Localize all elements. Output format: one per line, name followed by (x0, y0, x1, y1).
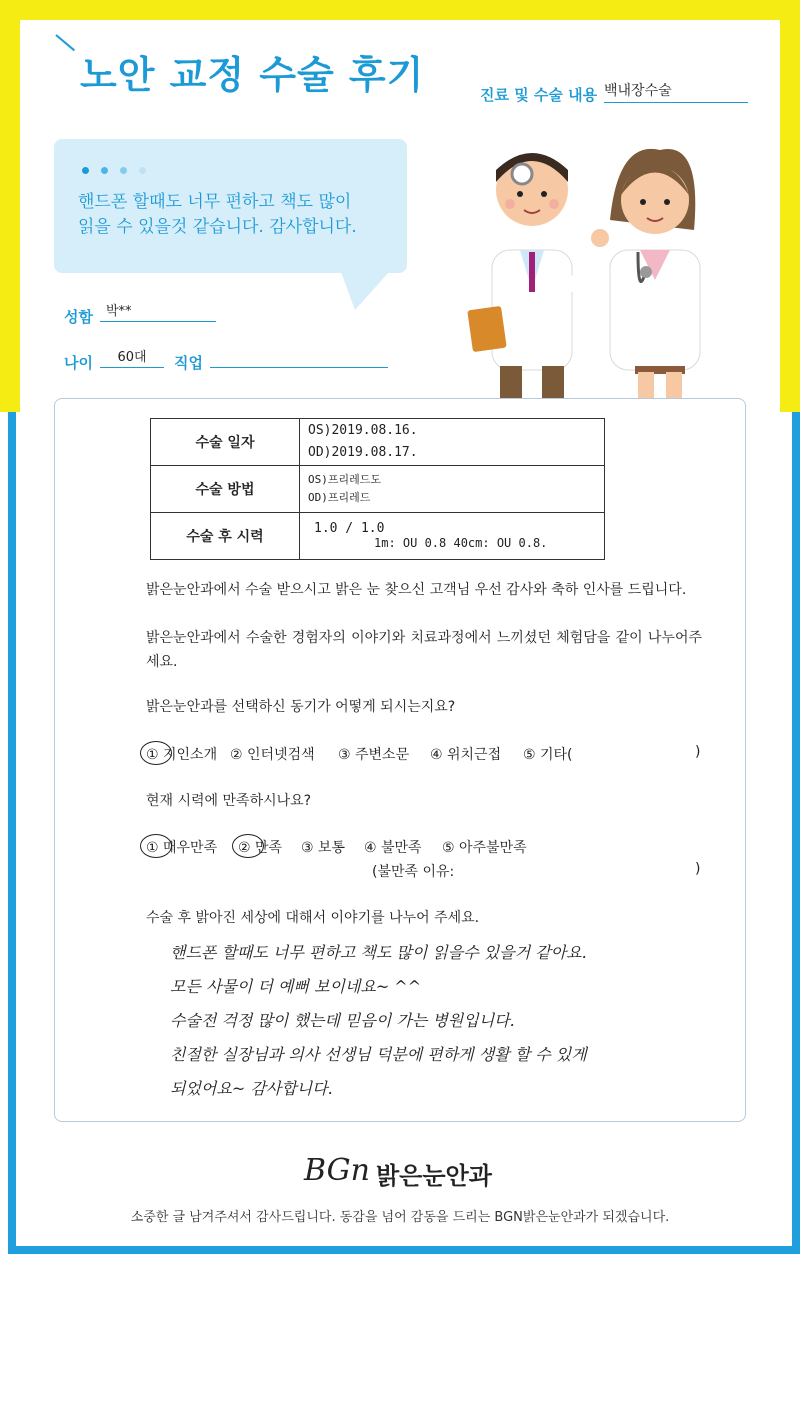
bubble-dot (139, 167, 146, 174)
bubble-line: 핸드폰 할때도 너무 편하고 책도 많이 (78, 192, 352, 212)
question-1: 밝은눈안과를 선택하신 동기가 어떻게 되시는지요? (146, 699, 456, 715)
q2-option: ④ 불만족 (364, 840, 422, 856)
handwritten-value: 1m: OU 0.8 40cm: OU 0.8. (374, 536, 548, 550)
handwritten-value: OD)프리레드 (308, 491, 371, 504)
treatment-label: 진료 및 수술 내용 (480, 86, 598, 104)
q2-option: ② 만족 (238, 840, 283, 856)
bubble-line: 읽을 수 있을것 같습니다. 감사합니다. (78, 217, 357, 237)
footer-message: 소중한 글 남겨주셔서 감사드립니다. 동감을 넘어 감동을 드리는 BGN밝은눈안과가 되겠습니다. (130, 1210, 670, 1225)
q1-option-close: ) (695, 744, 701, 760)
q2-option: ⑤ 아주불만족 (442, 840, 527, 856)
question-2: 현재 시력에 만족하시나요? (146, 793, 312, 809)
male-doctor-figure (467, 153, 609, 400)
review-line: 수술전 걱정 많이 했는데 믿음이 가는 병원입니다. (170, 1011, 515, 1030)
reason-close: ) (695, 861, 701, 877)
review-line: 모든 사물이 더 예뻐 보이네요~ ^^ (170, 977, 422, 996)
surgery-info-table (150, 418, 605, 560)
q1-option: ① 지인소개 (146, 747, 218, 763)
table-row-label: 수술 후 시력 (151, 513, 300, 560)
table-row-value (300, 466, 605, 513)
table-row (151, 513, 605, 560)
handwritten-value: OS)2019.08.16. (308, 423, 418, 438)
handwritten-value: OD)2019.08.17. (308, 445, 418, 460)
bubble-text (78, 190, 357, 240)
intro-paragraph-2: 밝은눈안과에서 수술한 경험자의 이야기와 치료과정에서 느끼셨던 체험담을 같이 나누어주세요. (146, 630, 702, 670)
q1-option: ③ 주변소문 (338, 747, 410, 763)
female-doctor-figure (610, 149, 700, 400)
table-row (151, 466, 605, 513)
name-label: 성함 (64, 308, 93, 326)
q1-option: ④ 위치근접 (430, 747, 502, 763)
handwritten-value: 1.0 / 1.0 (314, 521, 385, 536)
q1-option: ② 인터넷검색 (230, 747, 315, 763)
table-row (151, 419, 605, 466)
q1-option: ⑤ 기타( (523, 747, 573, 763)
handwritten-review (170, 936, 690, 1106)
bubble-dot (101, 167, 108, 174)
table-row-value (300, 419, 605, 466)
age-field: 60대 (100, 346, 164, 368)
review-line: 핸드폰 할때도 너무 편하고 책도 많이 읽을수 있을거 같아요. (170, 943, 587, 962)
treatment-value: 백내장수술 (604, 80, 748, 103)
bubble-dot (82, 167, 89, 174)
q2-option: ③ 보통 (301, 840, 346, 856)
dissatisfaction-reason: (불만족 이유: (372, 864, 455, 880)
review-line: 되었어요~ 감사합니다. (170, 1079, 333, 1098)
review-line: 친절한 실장님과 의사 선생님 덕분에 편하게 생활 할 수 있게 (170, 1045, 587, 1064)
age-label: 나이 (64, 354, 93, 372)
doctors-illustration (450, 140, 720, 400)
q2-option: ① 매우만족 (146, 840, 218, 856)
intro-paragraph-1: 밝은눈안과에서 수술 받으시고 밝은 눈 찾으신 고객님 우선 감사와 축하 인사를 드립니다. (146, 582, 687, 598)
page-title: 노안 교정 수술 후기 (80, 53, 425, 97)
table-row-label: 수술 방법 (151, 466, 300, 513)
bgn-logo: BGn (304, 1153, 370, 1188)
table-row-value (300, 513, 605, 560)
question-3: 수술 후 밝아진 세상에 대해서 이야기를 나누어 주세요. (146, 910, 480, 926)
bubble-dot (120, 167, 127, 174)
job-field (210, 346, 388, 368)
name-field: 박** (100, 300, 216, 322)
handwritten-value: OS)프리레드도 (308, 473, 381, 486)
job-label: 직업 (174, 354, 203, 372)
table-row-label: 수술 일자 (151, 419, 300, 466)
bgn-logo-korean: 밝은눈안과 (376, 1162, 492, 1190)
